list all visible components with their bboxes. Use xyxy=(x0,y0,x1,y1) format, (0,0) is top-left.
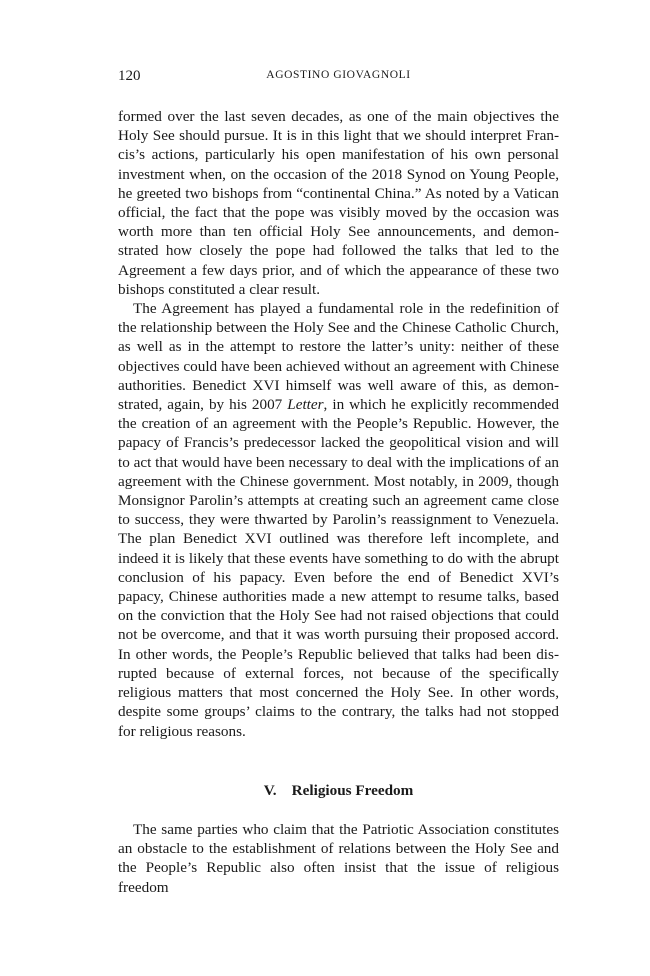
page-number: 120 xyxy=(118,68,141,84)
paragraph-agreement-part-1: The Agreement has played a fundamental role in the redefinition of the relationship between the Holy See and the Chinese Catholic Church, as well as in the attempt to restore the latter’s unity: neither of these objectives could have been achieved without an agreement with Chinese authorities. Benedict XVI himself was well aware of this, as demonstrated, again, by his 2007 xyxy=(118,300,559,414)
running-head xyxy=(118,68,559,90)
paragraph-continuation: formed over the last seven decades, as one of the main objectives the Holy See should pursue. It is in this light that we should interpret Francis’s actions, particularly his open manifestation of his own personal investment when, on the occasion of the 2018 Synod on Young People, he greeted two bishops from “continental China.” As noted by a Vatican official, the fact that the pope was visibly moved by the occasion was worth more than ten official Holy See announcements, and demonstrated how closely the pope had followed the talks that led to the Agreement a few days prior, and of which the appearance of these two bishops constituted a clear result. xyxy=(118,108,559,298)
body-text xyxy=(118,107,559,897)
letter-title: Letter xyxy=(287,396,324,414)
paragraph-agreement-part-2: , in which he explicitly recommended the creation of an agreement with the People’s Republic. However, the papacy of Francis’s predecessor lacked the geopolitical vision and will to act that would have been necessary to deal with the implications of an agreement with the Chinese government. Most notably, in 2009, though Monsignor Parolin’s attempts at creating such an agreement came close to success, they were thwarted by Parolin’s reassignment to Venezuela. The plan Benedict XVI outlined was therefore left incomplete, and indeed it is likely that these events have something to do with the abrupt conclusion of his papacy. Even before the end of Benedict XVI’s papacy, Chinese authorities made a new attempt to resume talks, based on the conviction that the Holy See had not raised objections that could not be overcome, and that it was worth pursuing their proposed accord. In other words, the People’s Republic believed that talks had been disrupted because of external forces, not because of the specifically religious matters that most concerned the Holy See. In other words, despite some groups’ claims to the contrary, the talks had not stopped for religious reasons. xyxy=(118,396,559,740)
paragraph-religious-freedom: The same parties who claim that the Patriotic Association constitutes an obstacle to the establishment of relations between the Holy See and the People’s Republic also often insist that the issue of religious freedom xyxy=(118,820,559,896)
paragraph-agreement xyxy=(118,299,559,741)
book-page xyxy=(118,68,559,897)
section-heading: V. Religious Freedom xyxy=(263,781,414,799)
running-title: AGOSTINO GIOVAGNOLI xyxy=(266,69,411,81)
